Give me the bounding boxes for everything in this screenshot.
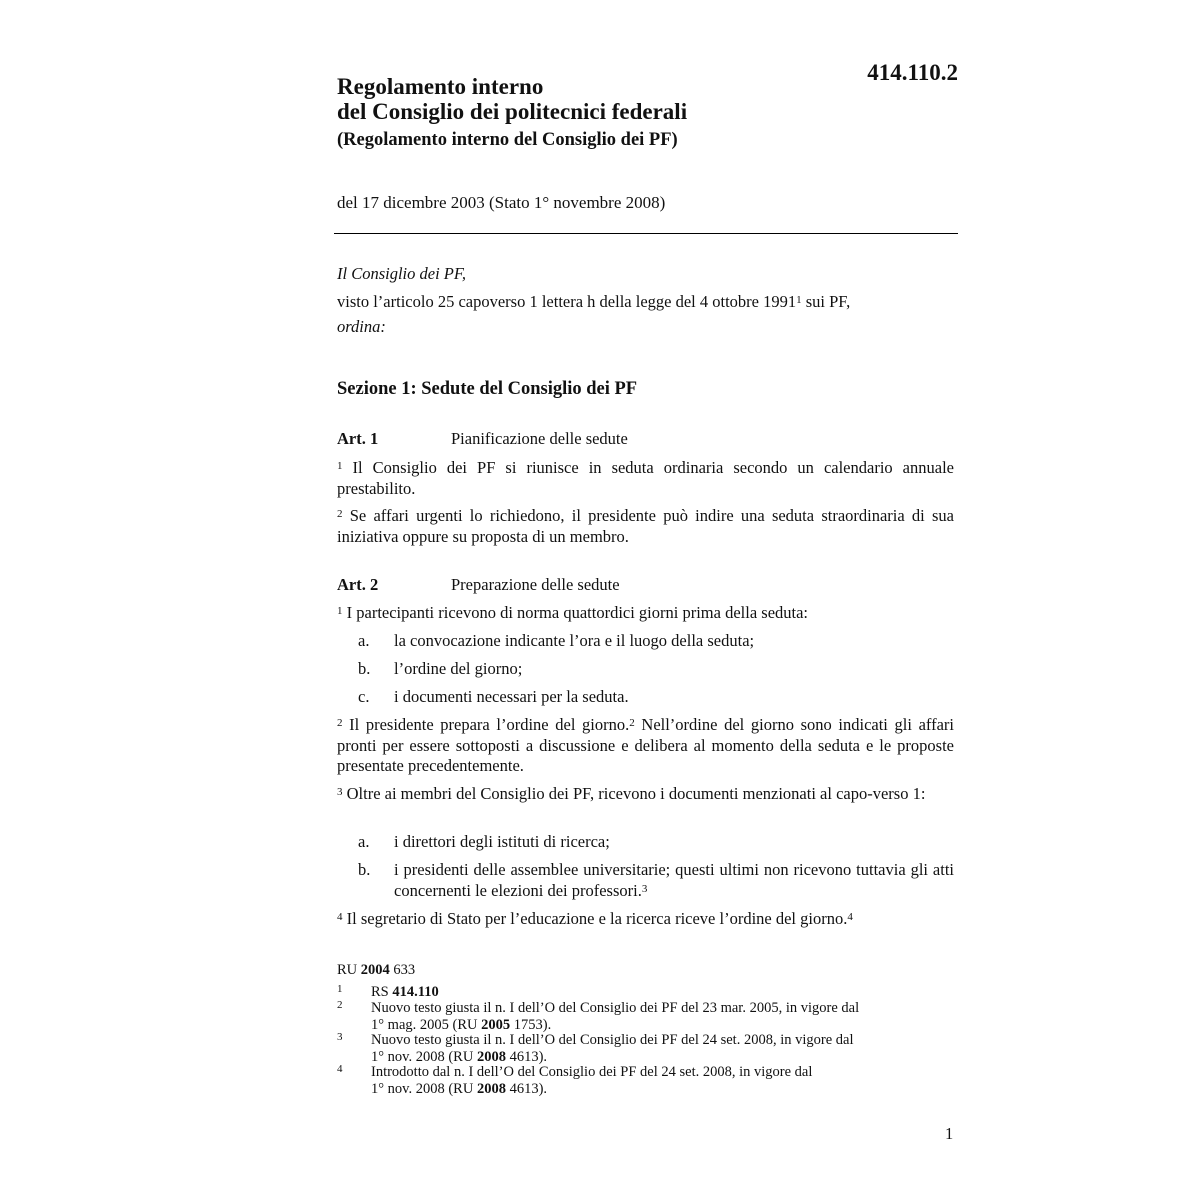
footnote-line-2-bold: 2008 (476, 1048, 506, 1065)
paragraph-number: 1 (337, 460, 343, 472)
footnote-ref-1[interactable]: 1 (796, 294, 802, 306)
list-text: l’ordine del giorno; (394, 659, 523, 678)
list-label: a. (358, 832, 370, 851)
paragraph-number: 3 (337, 786, 343, 798)
document-title (337, 74, 897, 124)
title-line-2: del Consiglio dei politecnici federali (337, 99, 688, 124)
paragraph-text-a: Il presidente prepara l’ordine del giorno. (349, 715, 630, 734)
paragraph-number: 2 (337, 717, 343, 729)
art-1-paragraph-2 (337, 506, 954, 547)
art-2-paragraph-2 (337, 715, 954, 777)
preamble-basis-tail: sui PF, (801, 292, 851, 311)
paragraph-number: 1 (337, 605, 343, 617)
art-2-title: Preparazione delle sedute (451, 575, 620, 594)
list-text: i documenti necessari per la seduta. (394, 687, 629, 706)
header-rule (334, 233, 958, 234)
footnote-text (371, 1064, 941, 1097)
ru-reference (337, 962, 415, 979)
footnote-ref-2[interactable]: 2 (629, 717, 635, 729)
footnote-line-2-bold: 2008 (476, 1080, 506, 1097)
footnote-pre: RS (371, 984, 393, 1000)
list-text: i direttori degli istituti di ricerca; (394, 832, 610, 851)
paragraph-text-b: Nell’ordine del giorno sono indicati gli affari pronti per essere sottoposti a discussione e delibera al momento della seduta e le proposte presentate precedentemente. (337, 715, 954, 775)
ru-page: 633 (389, 962, 416, 978)
document-date: del 17 dicembre 2003 (Stato 1° novembre 2008) (337, 193, 666, 212)
paragraph-text: Se affari urgenti lo richiedono, il presidente può indire una seduta straordinaria di sua iniziativa oppure su proposta di un membro. (337, 506, 954, 546)
preamble-issuer: Il Consiglio dei PF, (337, 264, 466, 283)
list-label: b. (358, 659, 371, 678)
footnote-text (371, 984, 941, 1001)
list-label: b. (358, 860, 371, 879)
paragraph-text: I partecipanti ricevono di norma quattordici giorni prima della seduta: (346, 603, 809, 622)
paragraph-text: Il Consiglio dei PF si riunisce in seduta ordinaria secondo un calendario annuale prestabilito. (337, 458, 954, 498)
footnote-line-2-post: 1753). (510, 1016, 552, 1033)
footnote-ref-4[interactable]: 4 (847, 911, 853, 923)
footnote-number: 2 (337, 999, 343, 1011)
footnote-1 (337, 984, 937, 1001)
art-2-paragraph-1 (337, 603, 954, 624)
footnote-line-2-bold: 2005 (481, 1016, 511, 1033)
list-text-wrap (394, 860, 954, 901)
footnote-line-2-pre: 1° nov. 2008 (RU (371, 1048, 477, 1065)
preamble-basis-text: visto l’articolo 25 capoverso 1 lettera h della legge del 4 ottobre 1991 (337, 292, 797, 311)
footnote-number: 3 (337, 1031, 343, 1043)
footnote-number: 4 (337, 1063, 343, 1075)
ru-year: 2004 (360, 962, 390, 978)
art-1-title: Pianificazione delle sedute (451, 429, 628, 448)
footnote-line-2-pre: 1° nov. 2008 (RU (371, 1080, 477, 1097)
footnote-line-2-pre: 1° mag. 2005 (RU (371, 1016, 482, 1033)
footnote-text (371, 1000, 941, 1033)
footnote-2 (337, 1000, 937, 1033)
list-text: la convocazione indicante l’ora e il luogo della seduta; (394, 631, 755, 650)
footnote-line-2-post: 4613). (505, 1080, 548, 1097)
footnote-text (371, 1032, 941, 1065)
footnote-line-1: Nuovo testo giusta il n. I dell’O del Consiglio dei PF del 24 set. 2008, in vigore dal (371, 1032, 854, 1048)
section-1-title: Sezione 1: Sedute del Consiglio dei PF (337, 379, 638, 399)
ru-prefix: RU (337, 962, 361, 978)
sr-number: 414.110.2 (867, 60, 958, 85)
footnote-number: 1 (337, 983, 343, 995)
title-line-1: Regolamento interno (337, 74, 544, 99)
preamble-basis (337, 292, 954, 313)
footnote-bold: 414.110 (392, 984, 439, 1000)
paragraph-text: Oltre ai membri del Consiglio dei PF, ricevono i documenti menzionati al capo-verso 1: (346, 784, 926, 803)
paragraph-text: Il segretario di Stato per l’educazione e la ricerca riceve l’ordine del giorno. (346, 909, 848, 928)
footnote-4 (337, 1064, 937, 1097)
page-number: 1 (945, 1124, 954, 1143)
art-1-paragraph-1 (337, 458, 954, 499)
footnote-3 (337, 1032, 937, 1065)
list-text: i presidenti delle assemblee universitarie; questi ultimi non ricevono tuttavia gli atti concernenti le elezioni dei professori. (394, 860, 954, 900)
art-2-heading (337, 575, 954, 597)
art-1-number: Art. 1 (337, 429, 379, 448)
footnote-line-1: Nuovo testo giusta il n. I dell’O del Consiglio dei PF del 23 mar. 2005, in vigore dal (371, 1000, 860, 1016)
preamble-ordains: ordina: (337, 317, 386, 336)
paragraph-number: 2 (337, 508, 343, 520)
art-2-paragraph-4 (337, 909, 954, 930)
footnote-ref-3[interactable]: 3 (641, 882, 648, 895)
art-1-heading (337, 429, 954, 451)
footnote-line-1: Introdotto dal n. I dell’O del Consiglio dei PF del 24 set. 2008, in vigore dal (371, 1064, 813, 1080)
paragraph-number: 4 (337, 911, 343, 923)
footnote-line-2-post: 4613). (505, 1048, 548, 1065)
list-label: c. (358, 687, 370, 706)
list-label: a. (358, 631, 370, 650)
art-2-number: Art. 2 (337, 575, 379, 594)
art-2-paragraph-3 (337, 784, 954, 805)
document-short-title: (Regolamento interno del Consiglio dei PF) (337, 130, 678, 150)
